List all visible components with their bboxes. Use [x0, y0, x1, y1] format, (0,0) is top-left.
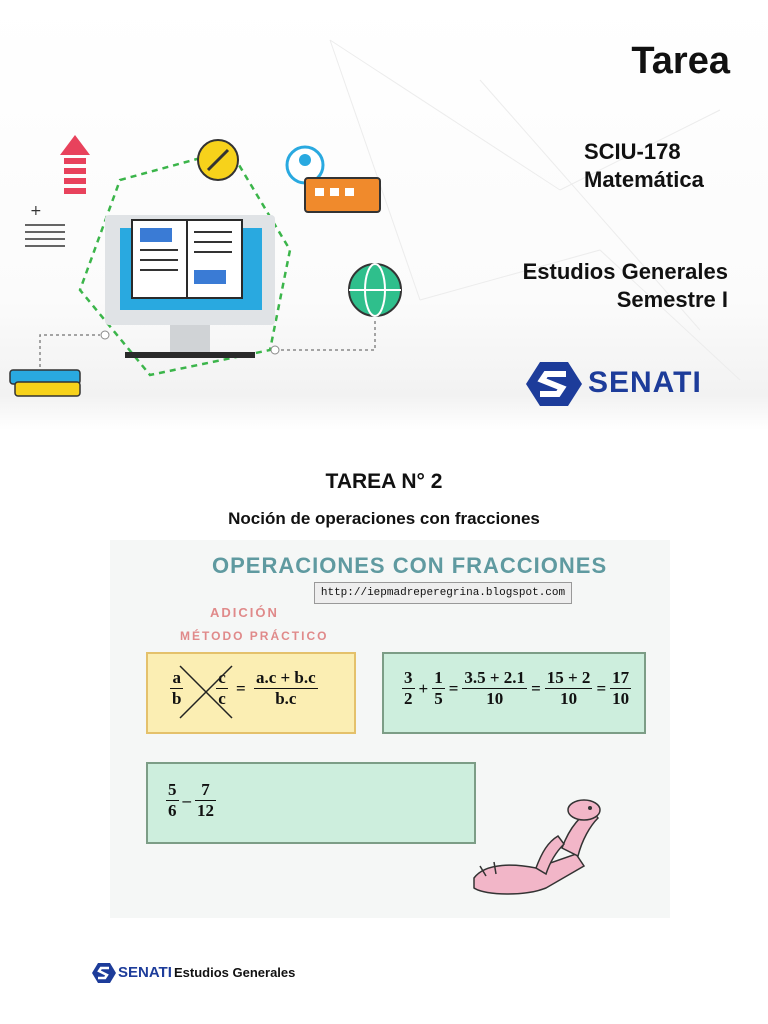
footer-senati-logo-text: SENATI — [118, 964, 172, 981]
rule-fraction-2: $\frac{c}{c}$ — [218, 668, 226, 708]
assignment-subheading: Noción de operaciones con fracciones — [228, 509, 540, 528]
pink-panther-illustration — [466, 796, 616, 900]
course-name: Matemática — [584, 167, 704, 192]
document-title: Tarea — [631, 40, 730, 82]
department-name: Estudios Generales — [522, 259, 728, 284]
addition-example-box: $\frac{3}{2}$ + $\frac{1}{5}$ = $\frac{3.5 + 2.1}{10}$ = $\frac{15 + 2}{10}$ = $\frac{17}{10}$ — [382, 652, 646, 734]
senati-logo-text: SENATI — [588, 366, 702, 399]
footer-senati-logo-icon — [92, 962, 116, 984]
figure-title: OPERACIONES CON FRACCIONES — [212, 553, 608, 578]
exercise-fraction-1: $\frac{5}{6}$ — [168, 780, 177, 820]
figure-url: http://iepmadreperegrina.blogspot.com — [314, 582, 572, 604]
example-result: $\frac{17}{10}$ — [612, 668, 630, 708]
footer-label: Estudios Generales — [174, 965, 296, 980]
cover-banner — [0, 0, 768, 430]
svg-text:+: + — [30, 203, 42, 219]
elearning-illustration — [0, 120, 420, 410]
example-step-1: $\frac{3.5 + 2.1}{10}$ — [464, 668, 526, 708]
course-info — [584, 138, 704, 194]
example-fraction-2: $\frac{1}{5}$ — [434, 668, 443, 708]
addition-rule-box: $\frac{a}{b}$ $\frac{c}{c}$ = $\frac{a.c + b.c}{b.c}$ — [146, 652, 356, 734]
rule-result-fraction: $\frac{a.c + b.c}{b.c}$ — [255, 668, 316, 708]
cross-multiply-arrows-icon — [176, 662, 236, 722]
example-fraction-1: $\frac{3}{2}$ — [404, 668, 413, 708]
semester: Semestre I — [616, 287, 728, 312]
course-code: SCIU-178 — [584, 139, 681, 164]
rule-fraction-1: $\frac{a}{b}$ — [172, 668, 182, 708]
figure-method-label: MÉTODO PRÁCTICO — [180, 629, 329, 643]
figure-section-label: ADICIÓN — [210, 605, 279, 620]
senati-logo-icon — [526, 360, 582, 408]
exercise-box: $\frac{5}{6}$ – $\frac{7}{12}$ — [146, 762, 476, 844]
assignment-heading: TAREA N° 2 — [325, 470, 443, 493]
example-step-2: $\frac{15 + 2}{10}$ — [546, 668, 591, 708]
exercise-fraction-2: $\frac{7}{12}$ — [197, 780, 214, 820]
